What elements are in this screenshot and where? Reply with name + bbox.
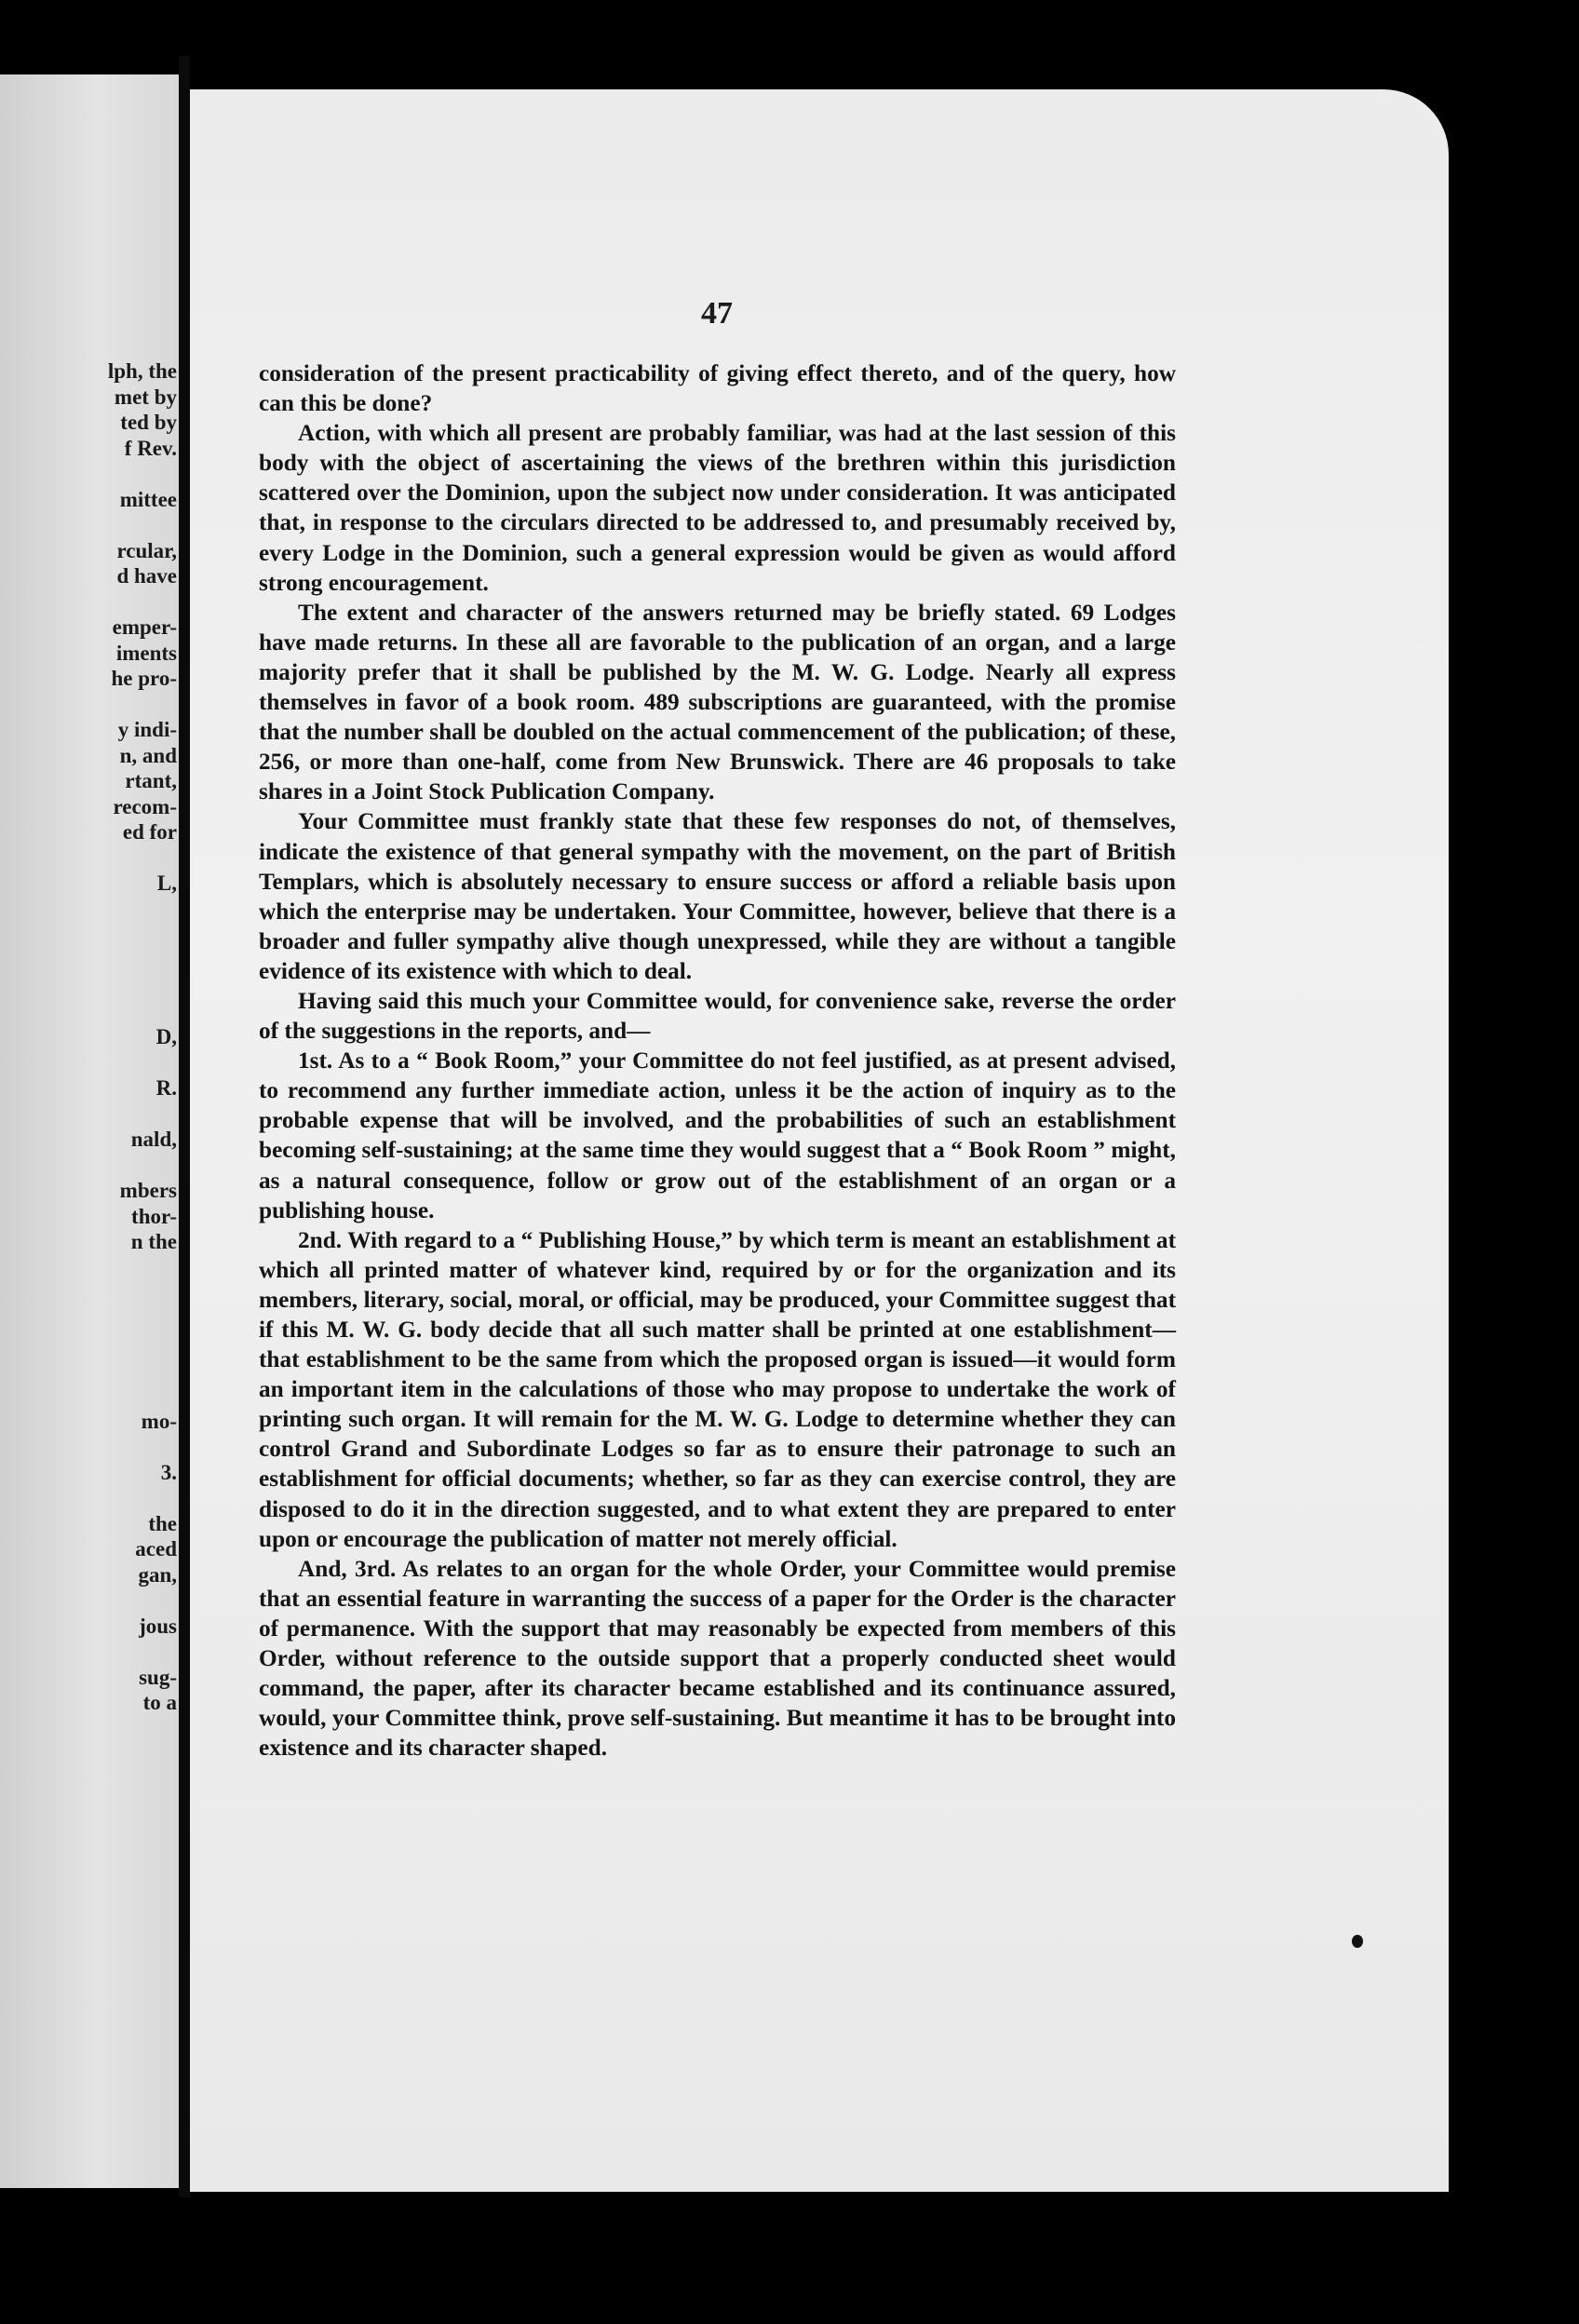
paragraph: 2nd. With regard to a “ Publishing House,” by which term is meant an establishment at which all printed matter of whatever kind, required by or for the organization and its members, literary, social, moral, or official, may be produced, your Committee suggest that if this M. W. G. body decide that all such matter shall be printed at one establishment—that establishment to be the same from which the proposed organ is issued—it would form an important item in the calculations of those who may propose to undertake the work of printing such organ. It will remain for the M. W. G. Lodge to determine whether they can control Grand and Subordinate Lodges so far as to ensure their patronage to such an establishment for official documents; whether, so far as they can exercise control, they are disposed to do it in the direction suggested, and to what extent they are prepared to enter upon or encourage the publication of matter not merely official. xyxy=(259,1226,1176,1552)
previous-page-margin-line: mo- xyxy=(141,1409,177,1433)
previous-page-margin-line xyxy=(4,1280,177,1306)
previous-page-margin-line: rcular, xyxy=(116,538,177,562)
previous-page-margin-line xyxy=(4,1639,177,1665)
previous-page-margin-line xyxy=(4,897,177,923)
paragraph: consideration of the present practicability of giving effect thereto, and of the query, how can this be done? xyxy=(259,360,1176,417)
previous-page-margin-line: n the xyxy=(130,1230,177,1253)
previous-page-margin-line: aced xyxy=(135,1537,177,1561)
previous-page-margin-line: D, xyxy=(155,1025,177,1048)
previous-page-margin-line xyxy=(4,999,177,1025)
previous-page-margin-line: thor- xyxy=(131,1204,177,1228)
previous-page-margin-line: he pro- xyxy=(111,667,177,690)
previous-page-margin-line: d have xyxy=(116,564,177,588)
previous-page-margin-line: nald, xyxy=(130,1128,177,1151)
previous-page-margin-line: 3. xyxy=(160,1460,177,1484)
previous-page-margin-line xyxy=(4,1050,177,1076)
previous-page-margin-line: f Rev. xyxy=(124,436,177,460)
previous-page-margin-line: ed for xyxy=(122,820,177,844)
previous-page-margin-line: L, xyxy=(156,872,177,895)
paragraph: And, 3rd. As relates to an organ for the whole Order, your Committee would premise that an essential feature in warranting the success of a paper for the Order is the character of permanence. With the support that may reasonably be expected from members of this Order, without reference to the outside support that a properly conducted sheet would command, the paper, after its character became established and its continuance assured, would, your Committee think, prove self-sustaining. But meantime it has to be brought into existence and its character shaped. xyxy=(259,1555,1176,1762)
previous-page-margin-line xyxy=(4,1153,177,1179)
paragraph: The extent and character of the answers returned may be briefly stated. 69 Lodges have made returns. In these all are favorable to the publication of an organ, and a large majority prefer that it shall be published by the M. W. G. Lodge. Nearly all express themselves in favor of a book room. 489 subscriptions are guaranteed, with the promise that the number shall be doubled on the actual commencement of the publication; of these, 256, or more than one-half, come from New Brunswick. There are 46 proposals to take shares in a Joint Stock Publication Company. xyxy=(259,599,1176,805)
previous-page-margin-line xyxy=(4,948,177,974)
page-number: 47 xyxy=(701,296,733,331)
previous-page-margin-line: jous xyxy=(139,1614,177,1638)
previous-page-edge xyxy=(0,74,179,2188)
previous-page-margin-line: R. xyxy=(155,1076,177,1100)
previous-page-margin-line: lph, the xyxy=(107,359,177,383)
paragraph: Action, with which all present are probably familiar, was had at the last session of this body with the object of ascertaining the views of the brethren within this jurisdiction scattered over the Dominion, upon the subject now under consideration. It was anticipated that, in response to the circulars directed to be addressed to, and presumably received by, every Lodge in the Dominion, such a general expression would be given as would afford strong encouragement. xyxy=(259,420,1176,596)
previous-page-margin-line: y indi- xyxy=(117,718,177,741)
previous-page-margin-line xyxy=(4,845,177,872)
previous-page-margin-line: sug- xyxy=(139,1665,177,1689)
previous-page-margin-line xyxy=(4,1101,177,1128)
paragraph: 1st. As to a “ Book Room,” your Committee do not feel justified, as at present advised, to recommend any further immediate action, unless it be the action of inquiry as to the probable expense that will be involved, and the probabilities of such an establishment becoming self-sustaining; at the same time they would suggest that a “ Book Room ” might, as a natural consequence, follow or grow out of the establishment of an organ or a publishing house. xyxy=(259,1047,1176,1223)
previous-page-margin-line: mbers xyxy=(119,1179,177,1202)
previous-page-margin-line: recom- xyxy=(113,794,177,818)
previous-page-margin-line xyxy=(4,973,177,999)
previous-page-margin-line xyxy=(4,1358,177,1384)
previous-page-margin-line: the xyxy=(148,1511,177,1535)
previous-page-margin-line xyxy=(4,692,177,718)
previous-page-margin-line: mittee xyxy=(119,487,177,511)
ink-spot xyxy=(1352,1935,1363,1948)
previous-page-margin-line xyxy=(4,589,177,615)
book-gutter xyxy=(179,56,190,2197)
previous-page-margin-line: ted by xyxy=(120,411,177,434)
previous-page-margin-line: emper- xyxy=(112,615,177,639)
page-body-text xyxy=(259,358,1176,1763)
previous-page-margin-line: gan, xyxy=(138,1562,177,1587)
previous-page-margin-line xyxy=(4,1383,177,1409)
previous-page-margin-line: rtant, xyxy=(125,769,177,792)
previous-page-margin-line xyxy=(4,1331,177,1358)
previous-page-margin-line xyxy=(4,1588,177,1614)
previous-page-margin-line: met by xyxy=(114,385,177,409)
previous-page-margin-line: n, and xyxy=(119,743,177,767)
previous-page-margin-line xyxy=(4,1306,177,1332)
previous-page-margin-line xyxy=(4,1434,177,1460)
previous-page-margin-line xyxy=(4,1485,177,1511)
previous-page-margin-line xyxy=(4,512,177,538)
previous-page-margin-line xyxy=(4,461,177,487)
previous-page-margin-line: to a xyxy=(142,1691,177,1714)
previous-page-margin-line: iments xyxy=(115,641,177,665)
previous-page-margin-line xyxy=(4,922,177,948)
paragraph: Your Committee must frankly state that these few responses do not, of themselves, indicate the existence of that general sympathy with the movement, on the part of British Templars, which is absolutely necessary to ensure success or afford a reliable basis upon which the enterprise may be undertaken. Your Committee, however, believe that there is a broader and fuller sympathy alive though unexpressed, while they are without a tangible evidence of its existence with which to deal. xyxy=(259,808,1176,984)
previous-page-margin-text xyxy=(4,358,177,1716)
previous-page-margin-line xyxy=(4,1255,177,1281)
paragraph: Having said this much your Committee would, for convenience sake, reverse the order of the suggestions in the reports, and— xyxy=(259,987,1176,1045)
